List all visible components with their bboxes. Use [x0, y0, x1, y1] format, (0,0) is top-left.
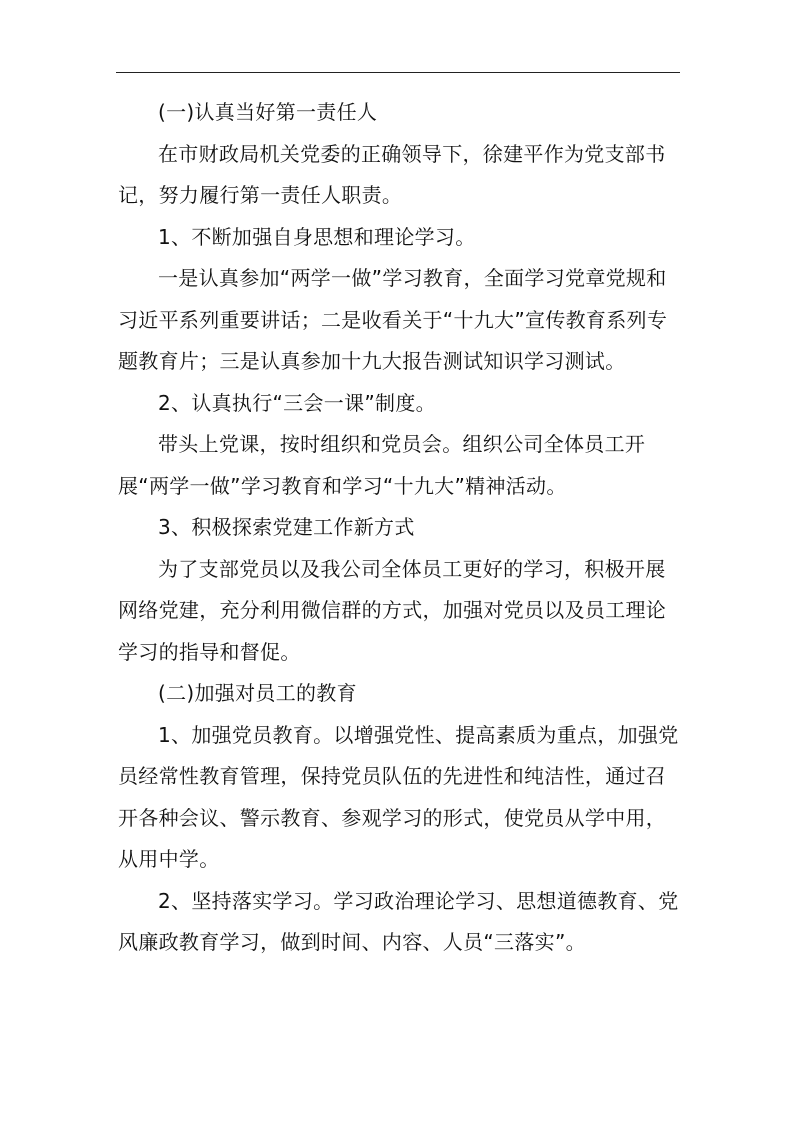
body-paragraph: 带头上党课，按时组织和党员会。组织公司全体员工开展“两学一做”学习教育和学习“十九大”精神活动。	[118, 432, 646, 498]
body-paragraph: 一是认真参加“两学一做”学习教育，全面学习党章党规和习近平系列重要讲话；二是收看关于“十九大”宣传教育系列专题教育片；三是认真参加十九大报告测试知识学习测试。	[118, 266, 668, 373]
body-paragraph: 2、坚持落实学习。学习政治理论学习、思想道德教育、党风廉政教育学习，做到时间、内容、人员“三落实”。	[118, 888, 679, 954]
document-body	[118, 92, 684, 964]
subheading-2: 2、认真执行“三会一课”制度。	[158, 390, 436, 415]
body-paragraph: 1、加强党员教育。以增强党性、提高素质为重点，加强党员经常性教育管理，保持党员队伍的先进性和纯洁性，通过召开各种会议、警示教育、参观学习的形式，使党员从学中用，从用中学。	[118, 722, 679, 871]
section-heading-1: (一)认真当好第一责任人	[158, 100, 378, 124]
body-paragraph: 在市财政局机关党委的正确领导下，徐建平作为党支部书记，努力履行第一责任人职责。	[118, 141, 666, 207]
subheading-3: 3、积极探索党建工作新方式	[158, 515, 415, 539]
header-rule	[116, 72, 680, 73]
section-heading-2: (二)加强对员工的教育	[158, 681, 357, 705]
subheading-1: 1、不断加强自身思想和理论学习。	[158, 224, 476, 249]
body-paragraph: 为了支部党员以及我公司全体员工更好的学习，积极开展网络党建，充分利用微信群的方式，加强对党员以及员工理论学习的指导和督促。	[118, 556, 667, 664]
